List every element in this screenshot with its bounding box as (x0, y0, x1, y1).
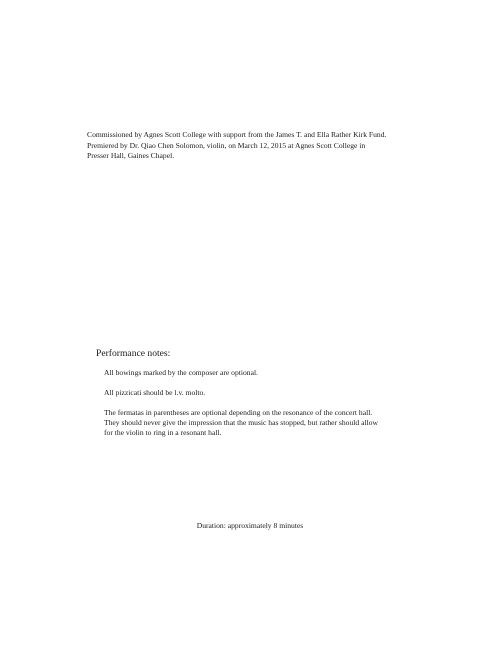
duration-text: Duration: approximately 8 minutes (196, 521, 304, 530)
performance-notes-list (104, 368, 434, 448)
note-fermatas (104, 408, 434, 438)
note-bowings-text: All bowings marked by the composer are optional. (104, 368, 258, 377)
commission-line-3: Presser Hall, Gaines Chapel. (87, 151, 175, 160)
commission-line-2: Premiered by Dr. Qiao Chen Solomon, violin, on March 12, 2015 at Agnes Scott College in (87, 140, 366, 150)
commission-line-1: Commissioned by Agnes Scott College with support from the James T. and Ella Rather Kirk Fund. (87, 130, 387, 139)
note-fermatas-line-1: The fermatas in parentheses are optional depending on the resonance of the concert hall. (104, 408, 373, 417)
note-fermatas-line-2: They should never give the impression that the music has stopped, but rather should allow (104, 418, 378, 427)
commission-statement (87, 130, 427, 162)
note-fermatas-line-3: for the violin to ring in a resonant hall. (104, 428, 222, 437)
note-pizzicati-text: All pizzicati should be l.v. molto. (104, 388, 206, 397)
note-bowings (104, 368, 434, 378)
performance-notes-heading: Performance notes: (96, 348, 171, 359)
note-pizzicati (104, 388, 434, 398)
